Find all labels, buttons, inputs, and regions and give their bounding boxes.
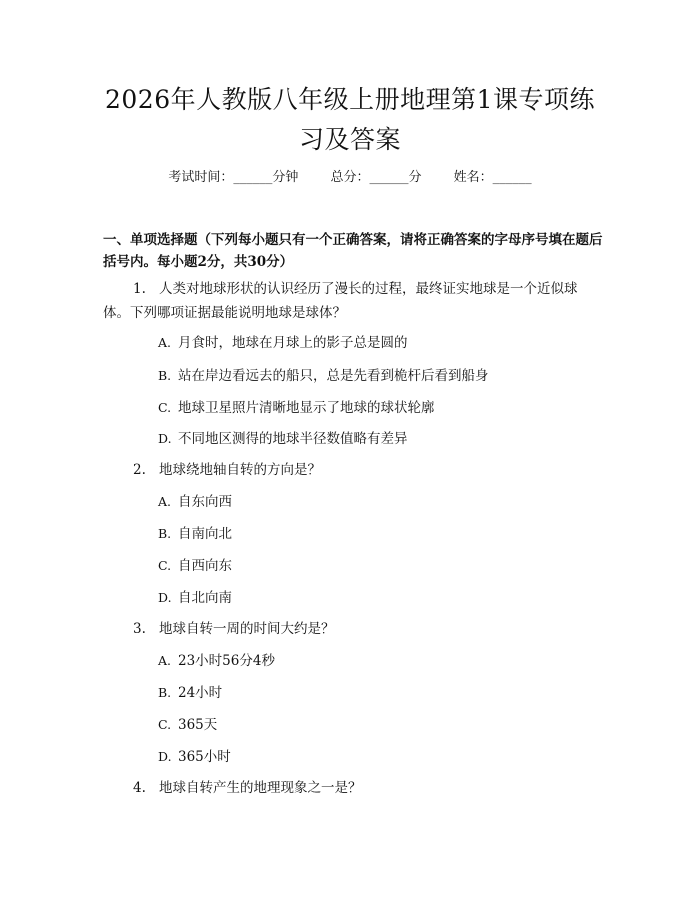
- question-1-option-a: [158, 333, 598, 353]
- question-1-option-c: [158, 398, 598, 418]
- question-1-option-b: [158, 366, 598, 386]
- question-2-option-d: [158, 588, 598, 608]
- question-3: [103, 617, 603, 641]
- section-heading: 一、单项选择题（下列每小题只有一个正确答案，请将正确答案的字母序号填在题后括号内。每小题2分，共30分）: [103, 232, 603, 270]
- option-text: 自北向南: [178, 590, 232, 606]
- question-number: 1.: [133, 281, 146, 297]
- option-letter: A.: [158, 494, 172, 509]
- question-number: 3.: [133, 621, 146, 637]
- question-2-option-a: [158, 492, 598, 512]
- question-3-option-a: [158, 651, 598, 671]
- option-text: 自东向西: [178, 494, 232, 510]
- question-2-option-c: [158, 556, 598, 576]
- question-text: 地球自转一周的时间大约是？: [159, 621, 335, 637]
- question-1-option-d: [158, 429, 598, 449]
- exam-meta: [0, 168, 700, 188]
- question-text: 地球自转产生的地理现象之一是？: [159, 780, 362, 796]
- option-letter: C.: [158, 717, 172, 732]
- total-score-field: 总分：______分: [330, 170, 422, 185]
- option-text: 24小时: [178, 685, 223, 701]
- question-3-option-b: [158, 683, 598, 703]
- option-text: 自南向北: [178, 526, 232, 542]
- question-4: [103, 776, 603, 800]
- option-text: 23小时56分4秒: [178, 653, 275, 669]
- option-text: 不同地区测得的地球半径数值略有差异: [178, 431, 408, 447]
- question-3-option-d: [158, 747, 598, 767]
- option-letter: A.: [158, 335, 172, 350]
- option-letter: D.: [158, 749, 172, 764]
- option-text: 地球卫星照片清晰地显示了地球的球状轮廓: [178, 400, 435, 416]
- option-text: 自西向东: [178, 558, 232, 574]
- option-text: 365天: [178, 717, 218, 733]
- option-letter: A.: [158, 653, 172, 668]
- option-letter: D.: [158, 431, 172, 446]
- option-letter: D.: [158, 590, 172, 605]
- option-text: 月食时，地球在月球上的影子总是圆的: [178, 335, 408, 351]
- option-text: 站在岸边看远去的船只，总是先看到桅杆后看到船身: [178, 368, 489, 384]
- option-text: 365小时: [178, 749, 231, 765]
- question-number: 2.: [133, 462, 146, 478]
- option-letter: B.: [158, 685, 172, 700]
- question-2-option-b: [158, 524, 598, 544]
- option-letter: B.: [158, 368, 172, 383]
- question-text: 人类对地球形状的认识经历了漫长的过程，最终证实地球是一个近似球体。下列哪项证据最能说明地球是球体？: [103, 281, 578, 321]
- document-title: 2026年人教版八年级上册地理第1课专项练习及答案: [104, 85, 596, 154]
- student-name-field: 姓名：______: [453, 170, 532, 185]
- option-letter: C.: [158, 400, 172, 415]
- exam-time-field: 考试时间：______分钟: [168, 170, 299, 185]
- question-number: 4.: [133, 780, 146, 796]
- question-2: [103, 458, 603, 482]
- question-1: [103, 277, 603, 325]
- question-3-option-c: [158, 715, 598, 735]
- option-letter: C.: [158, 558, 172, 573]
- option-letter: B.: [158, 526, 172, 541]
- question-text: 地球绕地轴自转的方向是？: [159, 462, 321, 478]
